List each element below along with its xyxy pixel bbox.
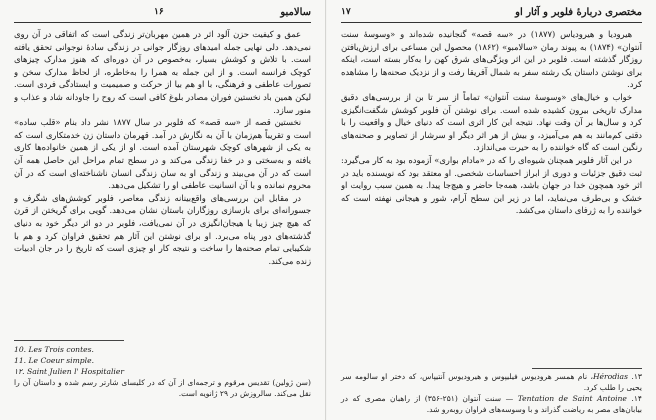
left-running-title: سالامبو	[280, 7, 311, 18]
footnote-note: (سن ژولین) تقدیس مرقوم و ترجمه‌ای از آن که در کلیسای شارتر رسم شده و داستان آن را نقل می‌کند. سالروزش در ۲۹ ژانویه است.	[14, 378, 311, 398]
left-page	[0, 0, 326, 420]
footnote: 10. Les Trois contes.	[14, 345, 94, 354]
left-page-header	[14, 6, 311, 23]
left-page-number: ۱۶	[154, 7, 164, 17]
footnote: ۱۴. Tentation de Saint Antoine — سنت آنتوان (۲۵۱-۳۵۶) از راهبان مصری که در بیابان‌های مصر به ریاضت گذراند و با وسوسه‌های فراوان روبه‌رو شد.	[341, 394, 642, 414]
paragraph: عمق و کیفیت حزن آلود اثر در همین مهربان‌تر زندگی است که اتفاقی در آن روی نمی‌دهد. دلی نهایی جمله امیدهای روزگار جوانی در زندگی سادهٔ نوجوانی تحقق یافته است. با تلاش و کوشش بسیار، به‌خصوص در آن دوره‌ای که هنوز مدارک چیزهای کوچک فرانسه است. و از این جمله به همرا را به‌خاطره، از لحاظ مدارک سخن و تصورات عاطفی و فرهنگی، با او هم بیا از حرکت و صمیمیت و ایستادگی فردی است. لیکن همین باد نخستین فوران مصادر بلوغ کافی است که روح را جاودانه شاد و عذاب و منور سازد.	[14, 29, 311, 115]
footnote: ۱۲. Saint Julien l' Hospitalier	[14, 367, 124, 376]
footnote: ۱۳. Hérodias، نام همسر هرودیوس فیلیپوس و هیرودیوس آنتیپاس، که دختر او سالومه سر یحیی را طلب کرد.	[341, 372, 642, 392]
left-page-body	[14, 28, 311, 328]
right-page-number: ۱۷	[341, 7, 351, 17]
right-page-body	[341, 28, 642, 358]
right-running-title: مختصری دربارهٔ فلوبر و آثار او	[515, 7, 642, 18]
paragraph: نخستین قصه از «سه قصه» که فلوبر در سال ۱۸۷۷ نشر داد بنام «قلب ساده» است و تقریباً هم‌زمان با آن به نگارش در آمد. قهرمان داستان زن خدمتکاری است که به یکی از شهرهای کوچک شهرستان آمده است. او از یکی از همین خانواده‌ها کاری یافته و به‌سختی و در خفا زندگی می‌کند و در سطح تمام مراحل این حاصل همه آن است که در آن می‌بیند و زندگی او به سان زندگی انسان ناشناخته‌ای است که در آن محروم نمانده و با آن انسانیت عاطفی او را تشکیل می‌دهد.	[14, 117, 311, 191]
paragraph: خواب و خیال‌های «وسوسهٔ سنت آنتوان» تماماً از سر تا بن از بررسی‌های دقیق مدارک تاریخی بیرون کشیده شده است. برای نوشتن آن فلوبر کوشش شگفت‌انگیزی کرد و سال‌ها بر آن وقت نهاد. نتیجه این کار اثری است که دنیای خیال و واقعیت را با دقتی کم‌مانند به هم می‌آمیزد، و بیش از هر اثر دیگر او سرشار از تصاویر و صحنه‌های رنگین است که گاه خواننده را به حیرت می‌اندازد.	[341, 91, 642, 153]
right-page-header	[341, 6, 642, 23]
left-footnotes	[14, 344, 311, 399]
right-page	[327, 0, 656, 420]
footnote-rule	[532, 368, 642, 369]
paragraph: هیرودیا و هیرودیاس (۱۸۷۷) در «سه قصه» گنجانیده شده‌اند و «وسوسهٔ سنت آنتوان» (۱۸۷۴) به پیوند رمان «سالامبو» (۱۸۶۲) محصول این مساعی برای ارزش‌یافتن روزگار گذشته است. فلوبر در این اثر ویژگی‌های شرق کهن را به‌کار بسته است، اینکه برای نوشتن داستان یک رشته سفر به شمال آفریقا رفت و از نزدیک صحنه‌ها را مشاهده کرد.	[341, 29, 642, 90]
right-footnotes	[341, 371, 642, 415]
paragraph: در مقابل این بررسی‌های واقع‌بینانه زندگی معاصر، فلوبر کوشش‌های شگرف و جسورانه‌ای برای بازسازی روزگاران باستان نشان می‌دهد. گویی برای گریختن از قرن که هیچ چیز زیبا یا هیجان‌انگیزی در آن نمی‌یافت، فلوبر در دو اثر دیگر خود به دنیای گذشته‌های دور پناه می‌برد. او برای نوشتن این آثار هم تحقیق فراوان کرد و هم با شکیبایی تمام صحنه‌ها را ساخت و نتیجه کار او چیزی است که تاریخ را در جان ادبیات زنده می‌کند.	[14, 192, 311, 266]
footnote: 11. Le Coeur simple.	[14, 356, 94, 365]
footnote-rule	[14, 340, 124, 341]
paragraph: در این آثار فلوبر همچنان شیوه‌ای را که در «مادام بواری» آزموده بود به کار می‌گیرد: ثبت دقیق جزئیات و دوری از ابراز احساسات شخصی. او معتقد بود که نویسنده باید در اثر خود همچون خدا در جهان باشد، همه‌جا حاضر و هیچ‌جا پیدا. به همین سبب روایت او خشک و بی‌طرف می‌نماید، اما در زیر این سطح آرام، شور و هیجانی نهفته است که خواننده را به ژرفای داستان می‌کشد.	[341, 154, 642, 216]
